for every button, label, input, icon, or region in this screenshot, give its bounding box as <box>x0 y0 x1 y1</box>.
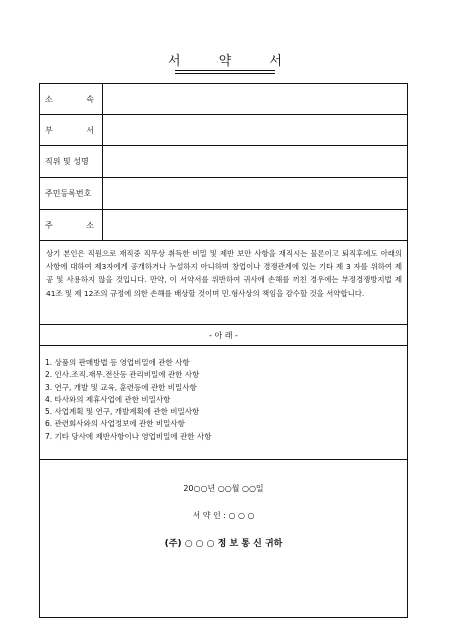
list-item: 5. 사업계획 및 연구, 개발계획에 관한 비밀사항 <box>45 407 200 417</box>
ahead-heading: - 아 래 - <box>209 331 238 340</box>
list-item: 1. 상품의 판매방법 등 영업비밀에 관한 사항 <box>45 358 190 367</box>
list-item: 7. 기타 당사에 제반사항이나 영업비밀에 관한 사항 <box>45 431 212 441</box>
list-item: 2. 인사.조직.재무.전산등 관리비밀에 관한 사항 <box>45 370 200 380</box>
statement-section <box>40 241 407 325</box>
field-label: 직위 및 성명 <box>40 146 103 177</box>
department-field[interactable] <box>103 115 407 145</box>
address-field[interactable] <box>103 210 407 240</box>
field-label-part: 소 <box>86 220 94 230</box>
field-label: 주민등록번호 <box>40 178 103 209</box>
field-row-affiliation <box>40 84 407 115</box>
field-label-part: 소 <box>45 94 53 104</box>
list-item: 4. 타사와의 제휴사업에 관한 비밀사항 <box>45 394 171 404</box>
field-row-address <box>40 210 407 241</box>
field-label-part: 주 <box>45 220 53 230</box>
ahead-section <box>40 325 407 346</box>
title-underline <box>175 70 275 71</box>
field-label <box>40 210 103 240</box>
list-item: 6. 관련회사와의 사업정보에 관한 비밀사항 <box>45 419 185 429</box>
items-section <box>40 346 407 460</box>
document-title: 서 약 서 <box>168 54 299 69</box>
date-line: 20○○년 ○○월 ○○일 <box>183 484 264 493</box>
list-item: 3. 연구, 개발 및 교육, 훈련등에 관한 비밀사항 <box>45 382 197 392</box>
field-label <box>40 115 103 145</box>
signer-line: 서 약 인 : ○ ○ ○ <box>192 511 255 520</box>
field-label-part: 부 <box>45 125 53 135</box>
position-name-field[interactable] <box>103 146 407 177</box>
pledge-form <box>39 83 408 618</box>
field-label <box>40 84 103 114</box>
field-label-part: 서 <box>86 125 94 135</box>
pledge-statement: 상기 본인은 직원으로 재직중 직무상 취득한 비밀 및 제반 보안 사항을 재직시는 물론이고 퇴직후에도 아래의 사항에 대하여 제3자에게 공개하거나 누설하지 아니하며 창업이나 경쟁관계에 있는 기타 제 3 자를 위하여 제공 및 사용하지 않을 것입니다. 만약, 이 서약서를 위반하여 귀사에 손해를 끼친 경우에는 부정경쟁방지법 제 41조 및 제 12조의 규정에 의한 손해를 배상할 것이며 민.형사상의 책임을 감수할 것을 서약합니다. <box>46 249 402 298</box>
affiliation-field[interactable] <box>103 84 407 114</box>
resident-number-field[interactable] <box>103 178 407 209</box>
field-row-department <box>40 115 407 146</box>
field-row-position-name <box>40 146 407 178</box>
confidential-items-list <box>45 357 211 443</box>
field-label-part: 속 <box>86 94 94 104</box>
title-underline-double <box>175 73 275 74</box>
field-row-resident-number <box>40 178 407 210</box>
recipient-line: (주) ○ ○ ○ 정 보 통 신 귀하 <box>164 539 283 549</box>
